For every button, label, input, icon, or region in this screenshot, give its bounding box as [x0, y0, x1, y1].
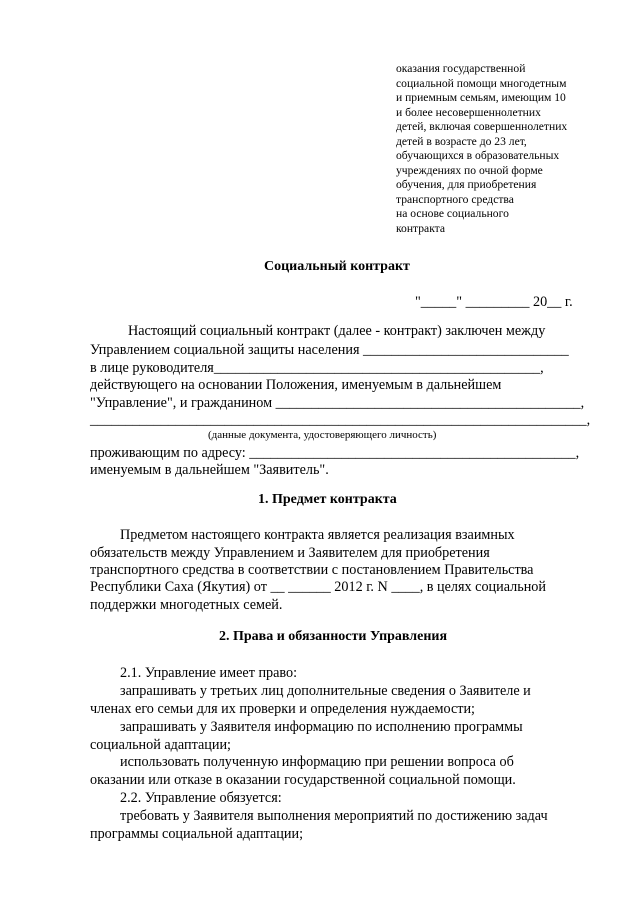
- header-note-line: социальной помощи многодетным: [396, 76, 567, 90]
- header-note-line: обучающихся в образовательных: [396, 149, 560, 162]
- section-1-line: Республики Саха (Якутия) от __ ______ 2012 г. N ____, в целях социальной: [90, 579, 546, 595]
- date-line: "_____" _________ 20__ г.: [415, 294, 573, 310]
- intro-line: "Управление", и гражданином ___________________________________________,: [90, 395, 585, 411]
- header-note-line: детей в возрасте до 23 лет,: [396, 134, 527, 148]
- intro-line: ______________________________________________________________________,: [90, 412, 591, 428]
- section-2-line: членах его семьи для их проверки и определения нуждаемости;: [90, 701, 475, 717]
- header-note-line: на основе социального: [396, 207, 509, 220]
- section-2-line: программы социальной адаптации;: [90, 826, 304, 842]
- section-2-line: 2.2. Управление обязуется:: [120, 790, 282, 806]
- section-2-line: требовать у Заявителя выполнения мероприятий по достижению задач: [120, 808, 548, 824]
- header-note-line: детей, включая совершеннолетних: [396, 120, 568, 133]
- section-2-line: социальной адаптации;: [90, 737, 231, 753]
- intro-line: проживающим по адресу: ______________________________________________,: [90, 445, 580, 461]
- header-note: [396, 62, 567, 236]
- section-1-line: поддержки многодетных семей.: [90, 597, 283, 613]
- section-1-heading: 1. Предмет контракта: [258, 492, 397, 507]
- intro-line: действующего на основании Положения, именуемым в дальнейшем: [90, 377, 502, 393]
- section-2-line: использовать полученную информацию при решении вопроса об: [120, 754, 514, 770]
- section-2-line: 2.1. Управление имеет право:: [120, 665, 298, 681]
- header-note-line: и более несовершеннолетних: [396, 105, 541, 119]
- section-1-line: обязательств между Управлением и Заявителем для приобретения: [90, 545, 490, 561]
- intro-line: Настоящий социальный контракт (далее - контракт) заключен между: [128, 323, 546, 339]
- header-note-line: оказания государственной: [396, 62, 526, 75]
- header-note-line: транспортного средства: [396, 192, 514, 206]
- section-2-line: запрашивать у третьих лиц дополнительные сведения о Заявителе и: [120, 683, 531, 699]
- header-note-line: контракта: [396, 221, 446, 235]
- intro-line: Управлением социальной защиты населения _____________________________: [90, 342, 569, 358]
- intro-line: в лице руководителя______________________________________________,: [90, 360, 544, 376]
- document-title: Социальный контракт: [264, 259, 410, 274]
- section-2-line: оказании или отказе в оказании государственной социальной помощи.: [90, 772, 516, 788]
- section-1-line: Предметом настоящего контракта является реализация взаимных: [120, 527, 515, 543]
- intro-line: именуемым в дальнейшем "Заявитель".: [90, 462, 329, 478]
- section-2-line: запрашивать у Заявителя информацию по исполнению программы: [120, 719, 523, 735]
- header-note-line: учреждениях по очной форме: [396, 163, 543, 177]
- section-1-line: транспортного средства в соответствии с постановлением Правительства: [90, 562, 534, 578]
- section-2-heading: 2. Права и обязанности Управления: [219, 629, 448, 644]
- id-document-caption: (данные документа, удостоверяющего личность): [208, 429, 437, 441]
- header-note-line: и приемным семьям, имеющим 10: [396, 91, 566, 104]
- header-note-line: обучения, для приобретения: [396, 178, 537, 191]
